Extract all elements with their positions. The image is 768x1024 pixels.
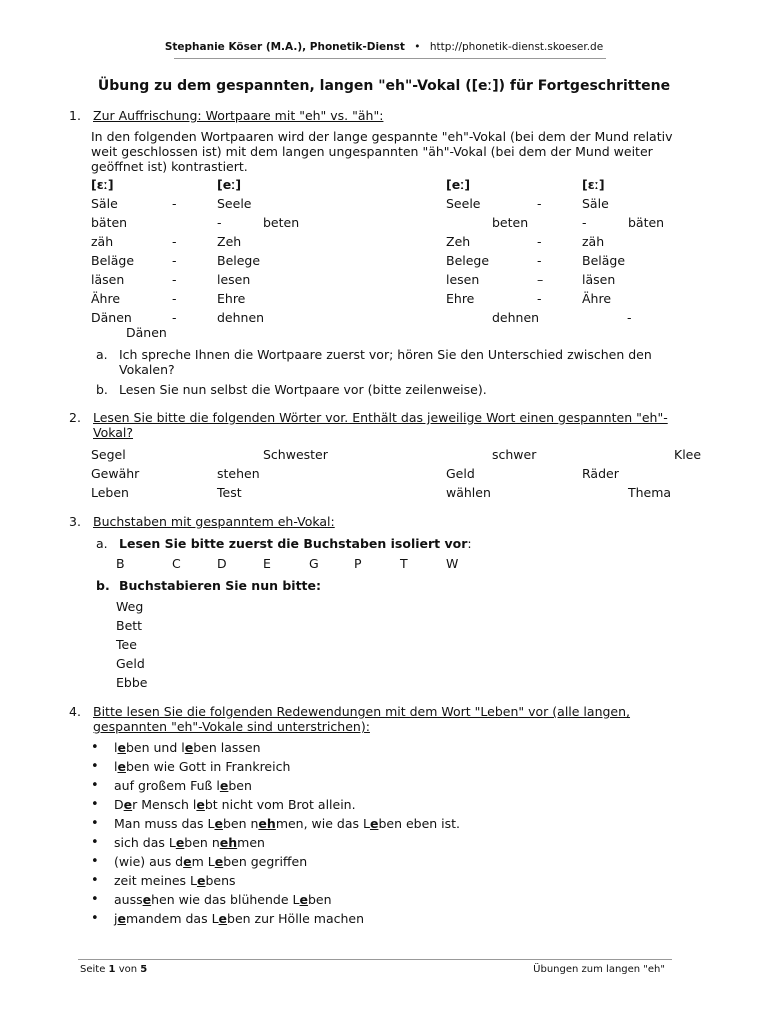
ipa-header: [ɛː] — [582, 177, 605, 192]
ipa-header: [ɛː] — [91, 177, 114, 192]
spelling-word: Bett — [116, 618, 143, 633]
section1-a-label: a. — [96, 347, 108, 362]
bullet-icon: • — [91, 835, 99, 850]
section3-heading: Buchstaben mit gespanntem eh-Vokal: — [93, 514, 335, 529]
bullet-icon: • — [91, 778, 99, 793]
idiom-item: jemandem das Leben zur Hölle machen — [114, 911, 365, 926]
idiom-item: leben wie Gott in Frankreich — [114, 759, 291, 774]
letter: P — [354, 556, 362, 571]
letter: B — [116, 556, 125, 571]
pair-word: bäten — [91, 215, 128, 230]
letter: W — [446, 556, 459, 571]
bullet-icon: • — [91, 816, 99, 831]
pair-word: beten — [263, 215, 300, 230]
section1-intro-line3: geöffnet ist) kontrastiert. — [91, 159, 248, 174]
idiom-item: auf großem Fuß leben — [114, 778, 252, 793]
bullet-icon: • — [91, 854, 99, 869]
pair-word: zäh — [91, 234, 114, 249]
section2-heading-line1: Lesen Sie bitte die folgenden Wörter vor. Enthält das jeweilige Wort einen gespannten "eh"- — [93, 410, 668, 425]
pair-word: Dänen — [126, 325, 167, 340]
footer-page-number: Seite 1 von 5 — [80, 964, 148, 975]
section3-a-colon: : — [467, 536, 472, 551]
idiom-item: Man muss das Leben nehmen, wie das Leben eben ist. — [114, 816, 461, 831]
pair-word: dehnen — [217, 310, 265, 325]
section3-b-label: b. — [96, 578, 110, 593]
pair-word: Zeh — [217, 234, 242, 249]
word: Thema — [628, 485, 672, 500]
bullet-icon: • — [91, 873, 99, 888]
pair-dash: - — [627, 310, 632, 325]
bullet-icon: • — [91, 740, 99, 755]
bullet-icon: • — [91, 892, 99, 907]
idiom-item: (wie) aus dem Leben gegriffen — [114, 854, 308, 869]
header-author: Stephanie Köser (M.A.), Phonetik-Dienst — [164, 41, 405, 53]
word: schwer — [492, 447, 537, 462]
pair-dash: - — [172, 272, 177, 287]
pair-word: Ähre — [582, 291, 612, 306]
bullet-icon: • — [91, 911, 99, 926]
section1-number: 1. — [69, 108, 81, 123]
idiom-item: Der Mensch lebt nicht vom Brot allein. — [114, 797, 356, 812]
header-url[interactable]: http://phonetik-dienst.skoeser.de — [429, 41, 604, 53]
pair-word: zäh — [582, 234, 605, 249]
section4-heading-line2: gespannten "eh"-Vokale sind unterstrichen): — [93, 719, 370, 734]
section3-a-instruction: Lesen Sie bitte zuerst die Buchstaben isoliert vor — [119, 536, 468, 551]
section2-heading-line2: Vokal? — [93, 425, 134, 440]
word: Segel — [91, 447, 126, 462]
pair-dash: - — [172, 310, 177, 325]
pair-word: beten — [492, 215, 529, 230]
section1-b-text: Lesen Sie nun selbst die Wortpaare vor (bitte zeilenweise). — [119, 382, 487, 397]
pair-word: Ehre — [446, 291, 475, 306]
section3-b-text: Buchstabieren Sie nun bitte: — [119, 578, 322, 593]
pair-dash: - — [172, 196, 177, 211]
footer-title: Übungen zum langen "eh" — [533, 964, 665, 975]
section3-number: 3. — [69, 514, 81, 529]
pair-dash: - — [537, 291, 542, 306]
section4-heading-line1: Bitte lesen Sie die folgenden Redewendungen mit dem Wort "Leben" vor (alle langen, — [93, 704, 631, 719]
section1-intro-line1: In den folgenden Wortpaaren wird der lange gespannte "eh"-Vokal (bei dem der Mund relativ — [91, 129, 673, 144]
section3-a-label: a. — [96, 536, 108, 551]
pair-word: Seele — [217, 196, 252, 211]
pair-word: Zeh — [446, 234, 471, 249]
letter: G — [309, 556, 319, 571]
section3-a-text — [119, 536, 472, 551]
section1-b-label: b. — [96, 382, 108, 397]
word: Geld — [446, 466, 475, 481]
word: Schwester — [263, 447, 328, 462]
pair-dash: - — [172, 234, 177, 249]
word: Klee — [674, 447, 702, 462]
pair-word: Säle — [582, 196, 609, 211]
word: Leben — [91, 485, 129, 500]
idiom-item: zeit meines Lebens — [114, 873, 236, 888]
pair-word: Seele — [446, 196, 481, 211]
pair-word: Säle — [91, 196, 118, 211]
pair-word: Ähre — [91, 291, 121, 306]
section4-number: 4. — [69, 704, 81, 719]
pair-dash: - — [217, 215, 222, 230]
letter: E — [263, 556, 271, 571]
idiom-item: leben und leben lassen — [114, 740, 261, 755]
word: wählen — [446, 485, 491, 500]
pair-dash: - — [582, 215, 587, 230]
section2-number: 2. — [69, 410, 81, 425]
spelling-word: Weg — [116, 599, 144, 614]
pair-word: bäten — [628, 215, 665, 230]
bullet-icon: • — [91, 797, 99, 812]
idiom-item: sich das Leben nehmen — [114, 835, 265, 850]
ipa-header: [eː] — [217, 177, 242, 192]
page-title: Übung zu dem gespannten, langen "eh"-Vokal ([eː]) für Fortgeschrittene — [97, 78, 671, 94]
word: Räder — [582, 466, 619, 481]
pair-word: lesen — [446, 272, 480, 287]
pair-word: Dänen — [91, 310, 132, 325]
pair-dash: - — [172, 291, 177, 306]
letter: C — [172, 556, 181, 571]
pair-word: Beläge — [582, 253, 626, 268]
header-rule — [174, 58, 606, 59]
pair-word: läsen — [91, 272, 125, 287]
section1-intro-line2: weit geschlossen ist) mit dem langen ungespannten "äh"-Vokal (bei dem der Mund weiter — [91, 144, 653, 159]
letter: T — [400, 556, 408, 571]
letter: D — [217, 556, 227, 571]
word: Gewähr — [91, 466, 140, 481]
pair-word: dehnen — [492, 310, 540, 325]
idiom-item: aussehen wie das blühende Leben — [114, 892, 332, 907]
spelling-word: Ebbe — [116, 675, 148, 690]
pair-word: Beläge — [91, 253, 135, 268]
pair-word: Ehre — [217, 291, 246, 306]
pair-dash: - — [537, 234, 542, 249]
section1-a-line2: Vokalen? — [119, 362, 175, 377]
pair-word: Belege — [446, 253, 490, 268]
pair-dash: - — [537, 253, 542, 268]
pair-dash: – — [537, 272, 544, 287]
section1-a-line1: Ich spreche Ihnen die Wortpaare zuerst vor; hören Sie den Unterschied zwischen den — [119, 347, 652, 362]
bullet-icon: • — [91, 759, 99, 774]
word: Test — [217, 485, 242, 500]
pair-dash: - — [537, 196, 542, 211]
word: stehen — [217, 466, 260, 481]
ipa-header: [eː] — [446, 177, 471, 192]
pair-word: läsen — [582, 272, 616, 287]
pair-word: lesen — [217, 272, 251, 287]
spelling-word: Tee — [116, 637, 137, 652]
pair-dash: - — [172, 253, 177, 268]
footer-rule — [78, 959, 672, 960]
page-header — [0, 41, 768, 53]
header-bullet: • — [414, 41, 421, 53]
pair-word: Belege — [217, 253, 261, 268]
section1-heading: Zur Auffrischung: Wortpaare mit "eh" vs. "äh": — [93, 108, 384, 123]
spelling-word: Geld — [116, 656, 145, 671]
